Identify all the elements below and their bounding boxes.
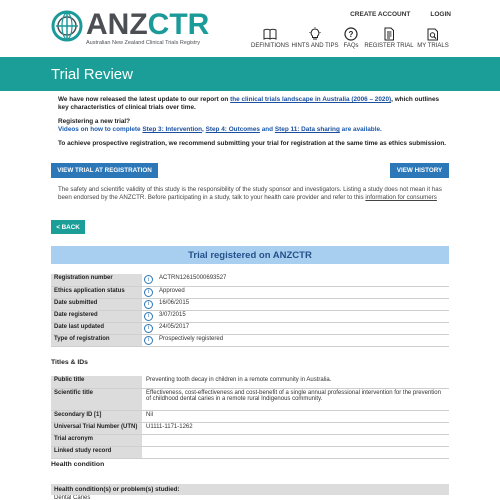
row-label: Trial acronym bbox=[51, 434, 142, 446]
folder-search-icon bbox=[426, 27, 440, 41]
info-icon[interactable]: i bbox=[144, 275, 153, 284]
logo-wordmark bbox=[86, 10, 209, 40]
account-links bbox=[350, 11, 451, 18]
view-trial-at-registration-button[interactable]: VIEW TRIAL AT REGISTRATION bbox=[51, 163, 158, 178]
row-label: Scientific title bbox=[51, 388, 142, 410]
intro-videos bbox=[58, 118, 448, 134]
table-row bbox=[51, 286, 449, 298]
nav-hints-tips[interactable] bbox=[291, 27, 339, 49]
row-value: Nil bbox=[142, 410, 449, 422]
nav-hints-label: HINTS AND TIPS bbox=[291, 43, 339, 49]
info-icon[interactable]: i bbox=[144, 312, 153, 321]
row-value: ACTRN12615000693527 bbox=[156, 274, 449, 286]
page-title: Trial Review bbox=[51, 66, 133, 83]
row-value: Preventing tooth decay in children in a remote community in Australia. bbox=[142, 376, 449, 388]
landscape-report-link[interactable]: the clinical trials landscape in Australia (2006 – 2020) bbox=[230, 96, 392, 103]
back-button[interactable]: < BACK bbox=[51, 220, 85, 234]
intro-report-tail: , which outlines key characteristics of clinical trials over time. bbox=[58, 96, 440, 111]
intro-videos-text: Videos on how to complete bbox=[58, 126, 143, 133]
row-value bbox=[142, 434, 449, 446]
create-account-link[interactable]: CREATE ACCOUNT bbox=[350, 11, 411, 18]
intro-notice bbox=[58, 96, 448, 154]
info-icon[interactable]: i bbox=[144, 336, 153, 345]
health-condition-header: Health condition(s) or problem(s) studied: bbox=[51, 484, 449, 495]
row-label: Ethics application status bbox=[51, 286, 142, 298]
table-row bbox=[51, 434, 449, 446]
login-link[interactable]: LOGIN bbox=[430, 11, 451, 18]
table-row bbox=[51, 310, 449, 322]
registration-table bbox=[51, 274, 449, 347]
row-label: Linked study record bbox=[51, 446, 142, 458]
table-row bbox=[51, 298, 449, 310]
disclaimer bbox=[58, 186, 450, 201]
nav-my-trials[interactable] bbox=[415, 27, 451, 49]
row-label: Universal Trial Number (UTN) bbox=[51, 422, 142, 434]
step4-link[interactable]: Step 4: Outcomes bbox=[205, 126, 260, 133]
row-value: 3/07/2015 bbox=[156, 310, 449, 322]
intro-prospective: To achieve prospective registration, we recommend submitting your trial for registration at the same time as ethics submission. bbox=[58, 140, 447, 147]
table-row bbox=[51, 376, 449, 388]
main-nav bbox=[249, 27, 451, 49]
row-label: Public title bbox=[51, 376, 142, 388]
question-icon bbox=[344, 27, 358, 41]
logo-ctr: CTR bbox=[147, 8, 210, 41]
registered-banner: Trial registered on ANZCTR bbox=[51, 246, 449, 264]
view-history-button[interactable]: VIEW HISTORY bbox=[390, 163, 449, 178]
row-label: Secondary ID [1] bbox=[51, 410, 142, 422]
consumer-info-link[interactable]: information for consumers bbox=[365, 193, 437, 201]
book-icon bbox=[263, 27, 277, 41]
svg-text:?: ? bbox=[348, 30, 354, 39]
logo-anz: ANZ bbox=[86, 8, 148, 41]
titles-section-heading: Titles & IDs bbox=[51, 359, 88, 366]
row-label: Date submitted bbox=[51, 298, 142, 310]
row-value: 24/05/2017 bbox=[156, 322, 449, 334]
table-row bbox=[51, 334, 449, 346]
row-label: Date last updated bbox=[51, 322, 142, 334]
table-row bbox=[51, 410, 449, 422]
step11-link[interactable]: Step 11: Data sharing bbox=[274, 126, 340, 133]
lightbulb-icon bbox=[308, 27, 322, 41]
site-header bbox=[0, 0, 500, 57]
titles-table bbox=[51, 376, 449, 459]
globe-logo-icon bbox=[51, 10, 83, 42]
nav-definitions-label: DEFINITIONS bbox=[250, 43, 289, 49]
info-icon[interactable]: i bbox=[144, 300, 153, 309]
step3-link[interactable]: Step 3: Intervention bbox=[142, 126, 203, 133]
row-value: 16/06/2015 bbox=[156, 298, 449, 310]
table-row bbox=[51, 422, 449, 434]
row-value: U1111-1171-1262 bbox=[142, 422, 449, 434]
intro-report bbox=[58, 96, 448, 112]
row-value: Prospectively registered bbox=[156, 334, 449, 346]
document-icon bbox=[382, 27, 396, 41]
table-row bbox=[51, 446, 449, 458]
health-section-heading: Health condition bbox=[51, 461, 105, 468]
table-row bbox=[51, 388, 449, 410]
intro-videos-tail: are available. bbox=[339, 126, 382, 133]
intro-report-text: We have now released the latest update to our report on bbox=[58, 96, 231, 103]
row-label: Type of registration bbox=[51, 334, 142, 346]
info-icon[interactable]: i bbox=[144, 324, 153, 333]
row-label: Registration number bbox=[51, 274, 142, 286]
row-value: Effectiveness, cost-effectiveness and cost-benefit of a single annual professional intervention for the prevention of childhood dental caries in a remote rural Indigenous community. bbox=[142, 388, 449, 410]
table-row bbox=[51, 322, 449, 334]
intro-sep-2: and bbox=[259, 126, 275, 133]
logo-subtitle: Australian New Zealand Clinical Trials Registry bbox=[86, 40, 201, 46]
info-icon[interactable]: i bbox=[144, 288, 153, 297]
row-value bbox=[142, 446, 449, 458]
intro-new-trial-question: Registering a new trial? bbox=[58, 118, 131, 125]
table-row bbox=[51, 274, 449, 286]
nav-mytrials-label: MY TRIALS bbox=[417, 43, 449, 49]
page-banner bbox=[0, 57, 500, 91]
nav-faqs-label: FAQs bbox=[343, 43, 359, 49]
nav-register-trial[interactable] bbox=[363, 27, 415, 49]
health-condition-value: Dental Caries bbox=[51, 495, 449, 500]
intro-sep-1: , bbox=[202, 126, 206, 133]
anzctr-logo[interactable] bbox=[51, 10, 209, 50]
nav-definitions[interactable] bbox=[249, 27, 291, 49]
row-value: Approved bbox=[156, 286, 449, 298]
nav-faqs[interactable] bbox=[339, 27, 363, 49]
disclaimer-text: The safety and scientific validity of this study is the responsibility of the study sponsor and investigators. Listing a study does not mean it has been endorsed by the ANZCTR. Before participating in a study, talk to your health care provider and refer to this bbox=[58, 186, 442, 201]
nav-register-label: REGISTER TRIAL bbox=[364, 43, 414, 49]
row-label: Date registered bbox=[51, 310, 142, 322]
